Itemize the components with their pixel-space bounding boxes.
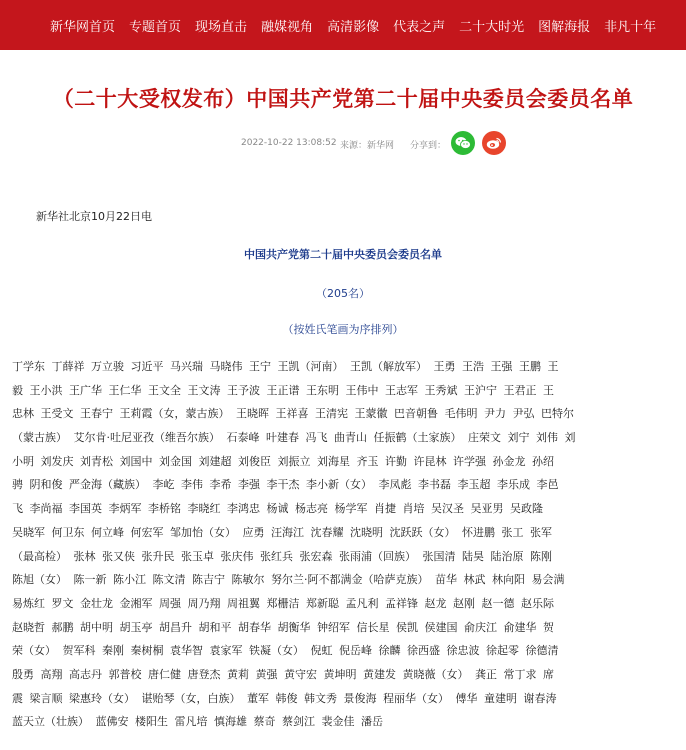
top-navigation-bar bbox=[0, 0, 686, 50]
publish-date: 2022-10-22 13:08:52 bbox=[241, 138, 337, 148]
nav-item-hd-images[interactable]: 高清影像 bbox=[327, 19, 380, 35]
member-name-list bbox=[12, 355, 682, 734]
nav-item-infographics[interactable]: 图解海报 bbox=[538, 19, 591, 35]
nav-item-media-view[interactable]: 融媒视角 bbox=[261, 19, 314, 35]
article-source: 来源：新华网 bbox=[340, 141, 395, 151]
name-list-line: 震 梁言顺 梁惠玲（女） 谌贻琴（女，白族） 董军 韩俊 韩文秀 景俊海 程丽华（女） 傅华 童建明 谢春涛 bbox=[12, 691, 557, 705]
nav-item-congress-time[interactable]: 二十大时光 bbox=[459, 19, 525, 35]
nav-item-decade[interactable]: 非凡十年 bbox=[604, 19, 657, 35]
share-label: 分享到： bbox=[410, 141, 447, 151]
ordering-note: （按姓氏笔画为序排列） bbox=[282, 323, 404, 336]
article-meta bbox=[0, 131, 686, 155]
list-title: 中国共产党第二十届中央委员会委员名单 bbox=[244, 248, 442, 261]
wechat-share-button[interactable] bbox=[451, 131, 475, 155]
name-list-line: 蓝天立（壮族） 蓝佛安 楼阳生 雷凡培 慎海雄 蔡奇 蔡剑江 裴金佳 潘岳 bbox=[12, 715, 383, 729]
name-list-line: 易炼红 罗文 金壮龙 金湘军 周强 周乃翔 周祖翼 郑栅洁 郑新聪 孟凡利 孟祥锋 赵龙 赵刚 赵一德 赵乐际 bbox=[12, 596, 554, 610]
name-list-line: 忠林 王受文 王春宁 王莉霞（女，蒙古族） 王晓晖 王祥喜 王清宪 王蒙徽 巴音朝鲁 毛伟明 尹力 尹弘 巴特尔 bbox=[12, 407, 574, 421]
news-dateline: 新华社北京10月22日电 bbox=[36, 210, 152, 223]
member-count: （205名） bbox=[316, 287, 370, 300]
article-title: （二十大受权发布）中国共产党第二十届中央委员会委员名单 bbox=[52, 87, 634, 111]
name-list-line: 赵晓哲 郝鹏 胡中明 胡玉亭 胡昌升 胡和平 胡春华 胡衡华 钟绍军 信长星 侯凯 侯建国 俞庆江 俞建华 贺 bbox=[12, 620, 554, 634]
wechat-icon bbox=[455, 136, 471, 150]
name-list-line: 小明 刘发庆 刘青松 刘国中 刘金国 刘建超 刘俊臣 刘振立 刘海星 齐玉 许勤 许昆林 许学强 孙金龙 孙绍 bbox=[12, 454, 554, 468]
nav-item-delegate-voices[interactable]: 代表之声 bbox=[393, 19, 446, 35]
name-list-line: 毅 王小洪 王广华 王仁华 王文全 王文涛 王予波 王正谱 王东明 王伟中 王志军 王秀斌 王沪宁 王君正 王 bbox=[12, 383, 554, 397]
name-list-line: 丁学东 丁薛祥 万立骏 习近平 马兴瑞 马晓伟 王宁 王凯（河南） 王凯（解放军） 王勇 王浩 王强 王鹏 王 bbox=[12, 360, 559, 373]
nav-item-topic-home[interactable]: 专题首页 bbox=[129, 19, 182, 35]
name-list-line: 骋 阴和俊 严金海（藏族） 李屹 李伟 李希 李强 李干杰 李小新（女） 李凤彪 李书磊 李玉超 李乐成 李邑 bbox=[12, 478, 559, 492]
nav-item-live-scene[interactable]: 现场直击 bbox=[195, 19, 248, 35]
name-list-line: 殷勇 高翔 高志丹 郭普校 唐仁健 唐登杰 黄莉 黄强 黄守宏 黄坤明 黄建发 黄晓薇（女） 龚正 常丁求 席 bbox=[12, 667, 554, 681]
name-list-line: 吴晓军 何卫东 何立峰 何宏军 邹加怡（女） 应勇 汪海江 沈春耀 沈晓明 沈跃跃（女） 怀进鹏 张工 张军 bbox=[12, 525, 552, 539]
name-list-line: 陈旭（女） 陈一新 陈小江 陈文清 陈吉宁 陈敏尔 努尔兰·阿不都满金（哈萨克族） 苗华 林武 林向阳 易会满 bbox=[12, 573, 565, 587]
name-list-line: 荣（女） 贺军科 秦刚 秦树桐 袁华智 袁家军 铁凝（女） 倪虹 倪岳峰 徐麟 徐西盛 徐忠波 徐起零 徐德清 bbox=[12, 644, 559, 658]
name-list-line: （蒙古族） 艾尔肯·吐尼亚孜（维吾尔族） 石泰峰 叶建春 冯飞 曲青山 任振鹤（土家族） 庄荣文 刘宁 刘伟 刘 bbox=[12, 431, 576, 445]
nav-item-xinhua-home[interactable]: 新华网首页 bbox=[50, 19, 116, 35]
name-list-line: （最高检） 张林 张又侠 张升民 张玉卓 张庆伟 张红兵 张宏森 张雨浦（回族） 张国清 陆昊 陆治原 陈刚 bbox=[12, 549, 552, 563]
weibo-icon bbox=[486, 136, 502, 150]
name-list-line: 飞 李尚福 李国英 李炳军 李桥铭 李晓红 李鸿忠 杨诚 杨志亮 杨学军 肖捷 肖培 吴汉圣 吴亚男 吴政隆 bbox=[12, 502, 543, 516]
weibo-share-button[interactable] bbox=[482, 131, 506, 155]
